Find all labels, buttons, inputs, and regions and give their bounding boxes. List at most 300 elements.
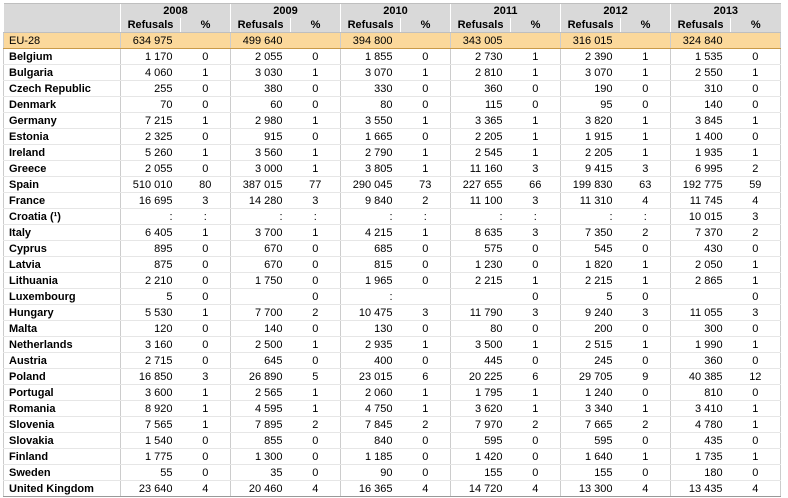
percent-value: 0	[731, 129, 781, 145]
refusals-value: 1 540	[121, 433, 181, 449]
refusals-value: :	[121, 209, 181, 225]
percent-column-header: %	[291, 18, 341, 33]
refusals-value: 180	[671, 465, 731, 481]
percent-value: 0	[401, 97, 451, 113]
refusals-column-header: Refusals	[671, 18, 731, 33]
percent-value: 0	[731, 97, 781, 113]
refusals-value: 2 810	[451, 65, 511, 81]
year-header: 2012	[561, 4, 671, 19]
refusals-value: 499 640	[231, 33, 291, 49]
table-row	[4, 449, 781, 465]
table-row	[4, 257, 781, 273]
percent-value: 0	[291, 273, 341, 289]
percent-value: 0	[181, 353, 231, 369]
percent-value: 3	[291, 193, 341, 209]
refusals-value: 199 830	[561, 177, 621, 193]
percent-value: 0	[511, 257, 561, 273]
refusals-value: 1 735	[671, 449, 731, 465]
refusals-value: 360	[671, 353, 731, 369]
refusals-value	[451, 289, 511, 305]
percent-value: 1	[181, 145, 231, 161]
refusals-column-header: Refusals	[341, 18, 401, 33]
refusals-value: 430	[671, 241, 731, 257]
refusals-value: 2 715	[121, 353, 181, 369]
percent-value: 1	[181, 225, 231, 241]
percent-value: 1	[511, 273, 561, 289]
percent-value: 0	[291, 449, 341, 465]
refusals-value: 29 705	[561, 369, 621, 385]
refusals-column-header: Refusals	[231, 18, 291, 33]
percent-value: 1	[291, 225, 341, 241]
percent-value: 0	[291, 353, 341, 369]
refusals-value: 90	[341, 465, 401, 481]
column-header-row	[4, 18, 781, 33]
percent-value: 63	[621, 177, 671, 193]
percent-value: 9	[621, 369, 671, 385]
refusals-value: 7 215	[121, 113, 181, 129]
percent-value: 4	[731, 193, 781, 209]
country-name: United Kingdom	[4, 481, 121, 497]
refusals-value: 1 915	[561, 129, 621, 145]
percent-value: 0	[291, 97, 341, 113]
percent-value: 0	[621, 321, 671, 337]
refusals-value: 3 070	[341, 65, 401, 81]
table-row	[4, 401, 781, 417]
refusals-value: :	[561, 209, 621, 225]
percent-value: 1	[401, 113, 451, 129]
table-row	[4, 225, 781, 241]
refusals-value: 115	[451, 97, 511, 113]
percent-value: 0	[181, 81, 231, 97]
percent-value: 1	[621, 273, 671, 289]
percent-value: 3	[401, 305, 451, 321]
refusals-column-header: Refusals	[561, 18, 621, 33]
percent-value: 1	[621, 65, 671, 81]
refusals-value: 316 015	[561, 33, 621, 49]
percent-value: 3	[511, 193, 561, 209]
refusals-value: 4 215	[341, 225, 401, 241]
refusals-value: 11 790	[451, 305, 511, 321]
percent-value: 1	[291, 161, 341, 177]
refusals-value: 140	[231, 321, 291, 337]
percent-value	[401, 33, 451, 49]
percent-value	[401, 289, 451, 305]
percent-value: 0	[181, 289, 231, 305]
country-name: Poland	[4, 369, 121, 385]
year-header: 2011	[451, 4, 561, 19]
refusals-value: 685	[341, 241, 401, 257]
year-header: 2009	[231, 4, 341, 19]
refusals-value: 3 030	[231, 65, 291, 81]
percent-value: 4	[181, 481, 231, 497]
refusals-value: 7 970	[451, 417, 511, 433]
percent-value	[731, 33, 781, 49]
table-row	[4, 433, 781, 449]
table-row	[4, 81, 781, 97]
percent-value: 80	[181, 177, 231, 193]
refusals-value: 155	[561, 465, 621, 481]
percent-value: 2	[731, 161, 781, 177]
refusals-value: 595	[451, 433, 511, 449]
refusals-value: 1 665	[341, 129, 401, 145]
percent-value: :	[401, 209, 451, 225]
country-name: EU-28	[4, 33, 121, 49]
percent-value: 0	[181, 161, 231, 177]
refusals-value: 840	[341, 433, 401, 449]
percent-value: 1	[291, 337, 341, 353]
table-row	[4, 353, 781, 369]
percent-value: 0	[621, 289, 671, 305]
refusals-value: 2 060	[341, 385, 401, 401]
refusals-value: 9 240	[561, 305, 621, 321]
percent-value: 0	[511, 81, 561, 97]
refusals-value: 445	[451, 353, 511, 369]
percent-value: 2	[731, 225, 781, 241]
country-name: Malta	[4, 321, 121, 337]
table-row	[4, 145, 781, 161]
percent-value: 1	[401, 385, 451, 401]
table-row	[4, 369, 781, 385]
percent-value: 0	[291, 321, 341, 337]
refusals-value: 7 845	[341, 417, 401, 433]
refusals-value: 35	[231, 465, 291, 481]
table-row	[4, 481, 781, 497]
refusals-value: 2 055	[121, 161, 181, 177]
percent-value: 1	[621, 49, 671, 65]
percent-value: 0	[291, 465, 341, 481]
country-name: Greece	[4, 161, 121, 177]
percent-value: 0	[511, 465, 561, 481]
country-name: Latvia	[4, 257, 121, 273]
refusals-value: 1 535	[671, 49, 731, 65]
country-name: Belgium	[4, 49, 121, 65]
percent-value: 0	[181, 321, 231, 337]
refusals-value: 2 935	[341, 337, 401, 353]
refusals-value: 2 550	[671, 65, 731, 81]
refusals-value: 2 215	[561, 273, 621, 289]
refusals-value: 190	[561, 81, 621, 97]
percent-value: 1	[511, 401, 561, 417]
country-name: Germany	[4, 113, 121, 129]
refusals-value: 8 920	[121, 401, 181, 417]
year-header: 2010	[341, 4, 451, 19]
percent-value: 0	[291, 49, 341, 65]
percent-value: 6	[511, 369, 561, 385]
country-name: France	[4, 193, 121, 209]
percent-column-header: %	[511, 18, 561, 33]
percent-value: 1	[181, 385, 231, 401]
percent-value: 2	[511, 417, 561, 433]
percent-value: 1	[401, 401, 451, 417]
percent-value	[291, 33, 341, 49]
refusals-value: 13 300	[561, 481, 621, 497]
percent-value: 4	[621, 193, 671, 209]
refusals-value: 13 435	[671, 481, 731, 497]
refusals-value: 575	[451, 241, 511, 257]
percent-value	[181, 33, 231, 49]
percent-value: 0	[621, 385, 671, 401]
percent-value: 0	[401, 273, 451, 289]
refusals-value: 7 665	[561, 417, 621, 433]
country-name: Hungary	[4, 305, 121, 321]
refusals-value: 380	[231, 81, 291, 97]
refusals-value: 875	[121, 257, 181, 273]
percent-value: 0	[731, 465, 781, 481]
table-row	[4, 49, 781, 65]
percent-value: 3	[731, 209, 781, 225]
percent-value: 4	[621, 481, 671, 497]
refusals-value: 2 325	[121, 129, 181, 145]
refusals-value: 5	[121, 289, 181, 305]
refusals-value: 70	[121, 97, 181, 113]
percent-value: 0	[291, 129, 341, 145]
table-row	[4, 241, 781, 257]
refusals-value: 7 370	[671, 225, 731, 241]
percent-value: 0	[291, 241, 341, 257]
percent-value: 4	[731, 481, 781, 497]
refusals-value: 670	[231, 241, 291, 257]
refusals-value: 2 565	[231, 385, 291, 401]
refusals-value: 40 385	[671, 369, 731, 385]
table-row	[4, 193, 781, 209]
percent-value: 1	[291, 401, 341, 417]
refusals-value: 815	[341, 257, 401, 273]
refusals-value: 140	[671, 97, 731, 113]
percent-value: 1	[401, 225, 451, 241]
percent-value: 0	[731, 289, 781, 305]
refusals-value: 1 750	[231, 273, 291, 289]
table-header	[4, 4, 781, 33]
refusals-value: 16 695	[121, 193, 181, 209]
percent-value: 0	[181, 257, 231, 273]
refusals-value: 1 640	[561, 449, 621, 465]
refusals-value: 290 045	[341, 177, 401, 193]
refusals-value: 1 965	[341, 273, 401, 289]
percent-value: 0	[621, 353, 671, 369]
refusals-value: 3 560	[231, 145, 291, 161]
table-row	[4, 321, 781, 337]
percent-value: 0	[511, 353, 561, 369]
refusals-value: 595	[561, 433, 621, 449]
percent-value: 12	[731, 369, 781, 385]
percent-value: 3	[621, 305, 671, 321]
table-row	[4, 417, 781, 433]
percent-value: 1	[181, 65, 231, 81]
refusals-value: 8 635	[451, 225, 511, 241]
percent-value: 0	[291, 433, 341, 449]
percent-value: 0	[181, 465, 231, 481]
refusals-value: 9 840	[341, 193, 401, 209]
percent-value: 2	[291, 305, 341, 321]
refusals-value: 80	[341, 97, 401, 113]
percent-value: 0	[731, 321, 781, 337]
refusals-value: 255	[121, 81, 181, 97]
refusals-value	[671, 289, 731, 305]
table-row	[4, 65, 781, 81]
country-name: Spain	[4, 177, 121, 193]
percent-value: 0	[511, 289, 561, 305]
refusals-value: 130	[341, 321, 401, 337]
percent-value: 0	[181, 449, 231, 465]
percent-value: 1	[181, 305, 231, 321]
percent-value: 0	[181, 49, 231, 65]
country-name: Denmark	[4, 97, 121, 113]
refusals-value: 3 500	[451, 337, 511, 353]
percent-value: 2	[621, 225, 671, 241]
percent-column-header: %	[401, 18, 451, 33]
percent-value: 1	[621, 113, 671, 129]
percent-value: 0	[401, 433, 451, 449]
percent-value: 0	[621, 465, 671, 481]
year-header-row	[4, 4, 781, 19]
country-name: Netherlands	[4, 337, 121, 353]
country-name: Italy	[4, 225, 121, 241]
refusals-value: 2 055	[231, 49, 291, 65]
percent-value: 1	[511, 145, 561, 161]
percent-value: 1	[731, 449, 781, 465]
refusals-value: 810	[671, 385, 731, 401]
refusals-value: 343 005	[451, 33, 511, 49]
percent-value: 1	[401, 161, 451, 177]
percent-value: 1	[621, 449, 671, 465]
refusals-value: 3 070	[561, 65, 621, 81]
percent-value: 1	[181, 113, 231, 129]
refusals-value: 16 365	[341, 481, 401, 497]
refusals-value: 14 280	[231, 193, 291, 209]
refusals-value: 6 405	[121, 225, 181, 241]
table-row	[4, 337, 781, 353]
refusals-value: 227 655	[451, 177, 511, 193]
percent-value: 1	[181, 417, 231, 433]
percent-value: 1	[511, 337, 561, 353]
refusals-value: 1 855	[341, 49, 401, 65]
percent-value: 0	[291, 81, 341, 97]
percent-value: 0	[511, 321, 561, 337]
refusals-value: 3 000	[231, 161, 291, 177]
refusals-value: 192 775	[671, 177, 731, 193]
refusals-value: 55	[121, 465, 181, 481]
refusals-value: 16 850	[121, 369, 181, 385]
refusals-value: 1 820	[561, 257, 621, 273]
refusals-value: 11 310	[561, 193, 621, 209]
percent-value: 1	[731, 401, 781, 417]
table-row	[4, 385, 781, 401]
refusals-value: 670	[231, 257, 291, 273]
percent-value: 1	[621, 129, 671, 145]
refusals-value: 3 340	[561, 401, 621, 417]
refusals-value: 895	[121, 241, 181, 257]
year-header: 2013	[671, 4, 781, 19]
refusals-value: 2 390	[561, 49, 621, 65]
refusals-value: 11 160	[451, 161, 511, 177]
refusals-value: 7 350	[561, 225, 621, 241]
percent-value: 73	[401, 177, 451, 193]
header-corner	[4, 4, 121, 19]
percent-value: 1	[621, 145, 671, 161]
refusals-value: 3 550	[341, 113, 401, 129]
refusals-value: 200	[561, 321, 621, 337]
refusals-value: 3 600	[121, 385, 181, 401]
percent-value: 0	[511, 241, 561, 257]
percent-value: 0	[401, 353, 451, 369]
refusals-value: 11 055	[671, 305, 731, 321]
refusals-table-container	[3, 3, 781, 497]
percent-value: 0	[181, 241, 231, 257]
refusals-value: 155	[451, 465, 511, 481]
percent-value: 1	[511, 385, 561, 401]
percent-value: 0	[731, 81, 781, 97]
refusals-column-header: Refusals	[451, 18, 511, 33]
percent-value: 1	[401, 65, 451, 81]
refusals-value: 2 205	[561, 145, 621, 161]
country-name: Lithuania	[4, 273, 121, 289]
percent-value: 2	[401, 193, 451, 209]
percent-value: 1	[291, 145, 341, 161]
percent-value: 4	[291, 481, 341, 497]
refusals-value: 400	[341, 353, 401, 369]
table-row	[4, 209, 781, 225]
refusals-value: 2 790	[341, 145, 401, 161]
country-name: Croatia (¹)	[4, 209, 121, 225]
refusals-value: 3 365	[451, 113, 511, 129]
percent-value: 66	[511, 177, 561, 193]
percent-value: 6	[401, 369, 451, 385]
header-corner	[4, 18, 121, 33]
refusals-value: 435	[671, 433, 731, 449]
table-row	[4, 273, 781, 289]
percent-value: 0	[181, 273, 231, 289]
refusals-value: 3 160	[121, 337, 181, 353]
percent-value: 1	[511, 49, 561, 65]
refusals-value: 5 530	[121, 305, 181, 321]
refusals-value: 120	[121, 321, 181, 337]
percent-value: 0	[731, 385, 781, 401]
percent-value: 1	[731, 257, 781, 273]
refusals-value: 3 845	[671, 113, 731, 129]
refusals-value: :	[451, 209, 511, 225]
refusals-value: 3 820	[561, 113, 621, 129]
refusals-value: 4 595	[231, 401, 291, 417]
refusals-value: 60	[231, 97, 291, 113]
country-name: Finland	[4, 449, 121, 465]
country-name: Slovenia	[4, 417, 121, 433]
refusals-value: 360	[451, 81, 511, 97]
percent-value: :	[511, 209, 561, 225]
refusals-value: 11 100	[451, 193, 511, 209]
refusals-value: 2 865	[671, 273, 731, 289]
refusals-table	[3, 3, 781, 497]
country-name: Bulgaria	[4, 65, 121, 81]
percent-value: 1	[511, 113, 561, 129]
percent-value: 1	[621, 257, 671, 273]
year-header: 2008	[121, 4, 231, 19]
refusals-value: 2 500	[231, 337, 291, 353]
refusals-value: 2 980	[231, 113, 291, 129]
percent-value: 0	[731, 433, 781, 449]
percent-value: 1	[511, 65, 561, 81]
country-name: Cyprus	[4, 241, 121, 257]
percent-column-header: %	[731, 18, 781, 33]
percent-value: 2	[291, 417, 341, 433]
refusals-value: 245	[561, 353, 621, 369]
refusals-value: 1 170	[121, 49, 181, 65]
country-name: Ireland	[4, 145, 121, 161]
refusals-value: 3 700	[231, 225, 291, 241]
table-row	[4, 129, 781, 145]
percent-value: 1	[291, 65, 341, 81]
percent-value: 0	[511, 449, 561, 465]
percent-value: :	[291, 209, 341, 225]
